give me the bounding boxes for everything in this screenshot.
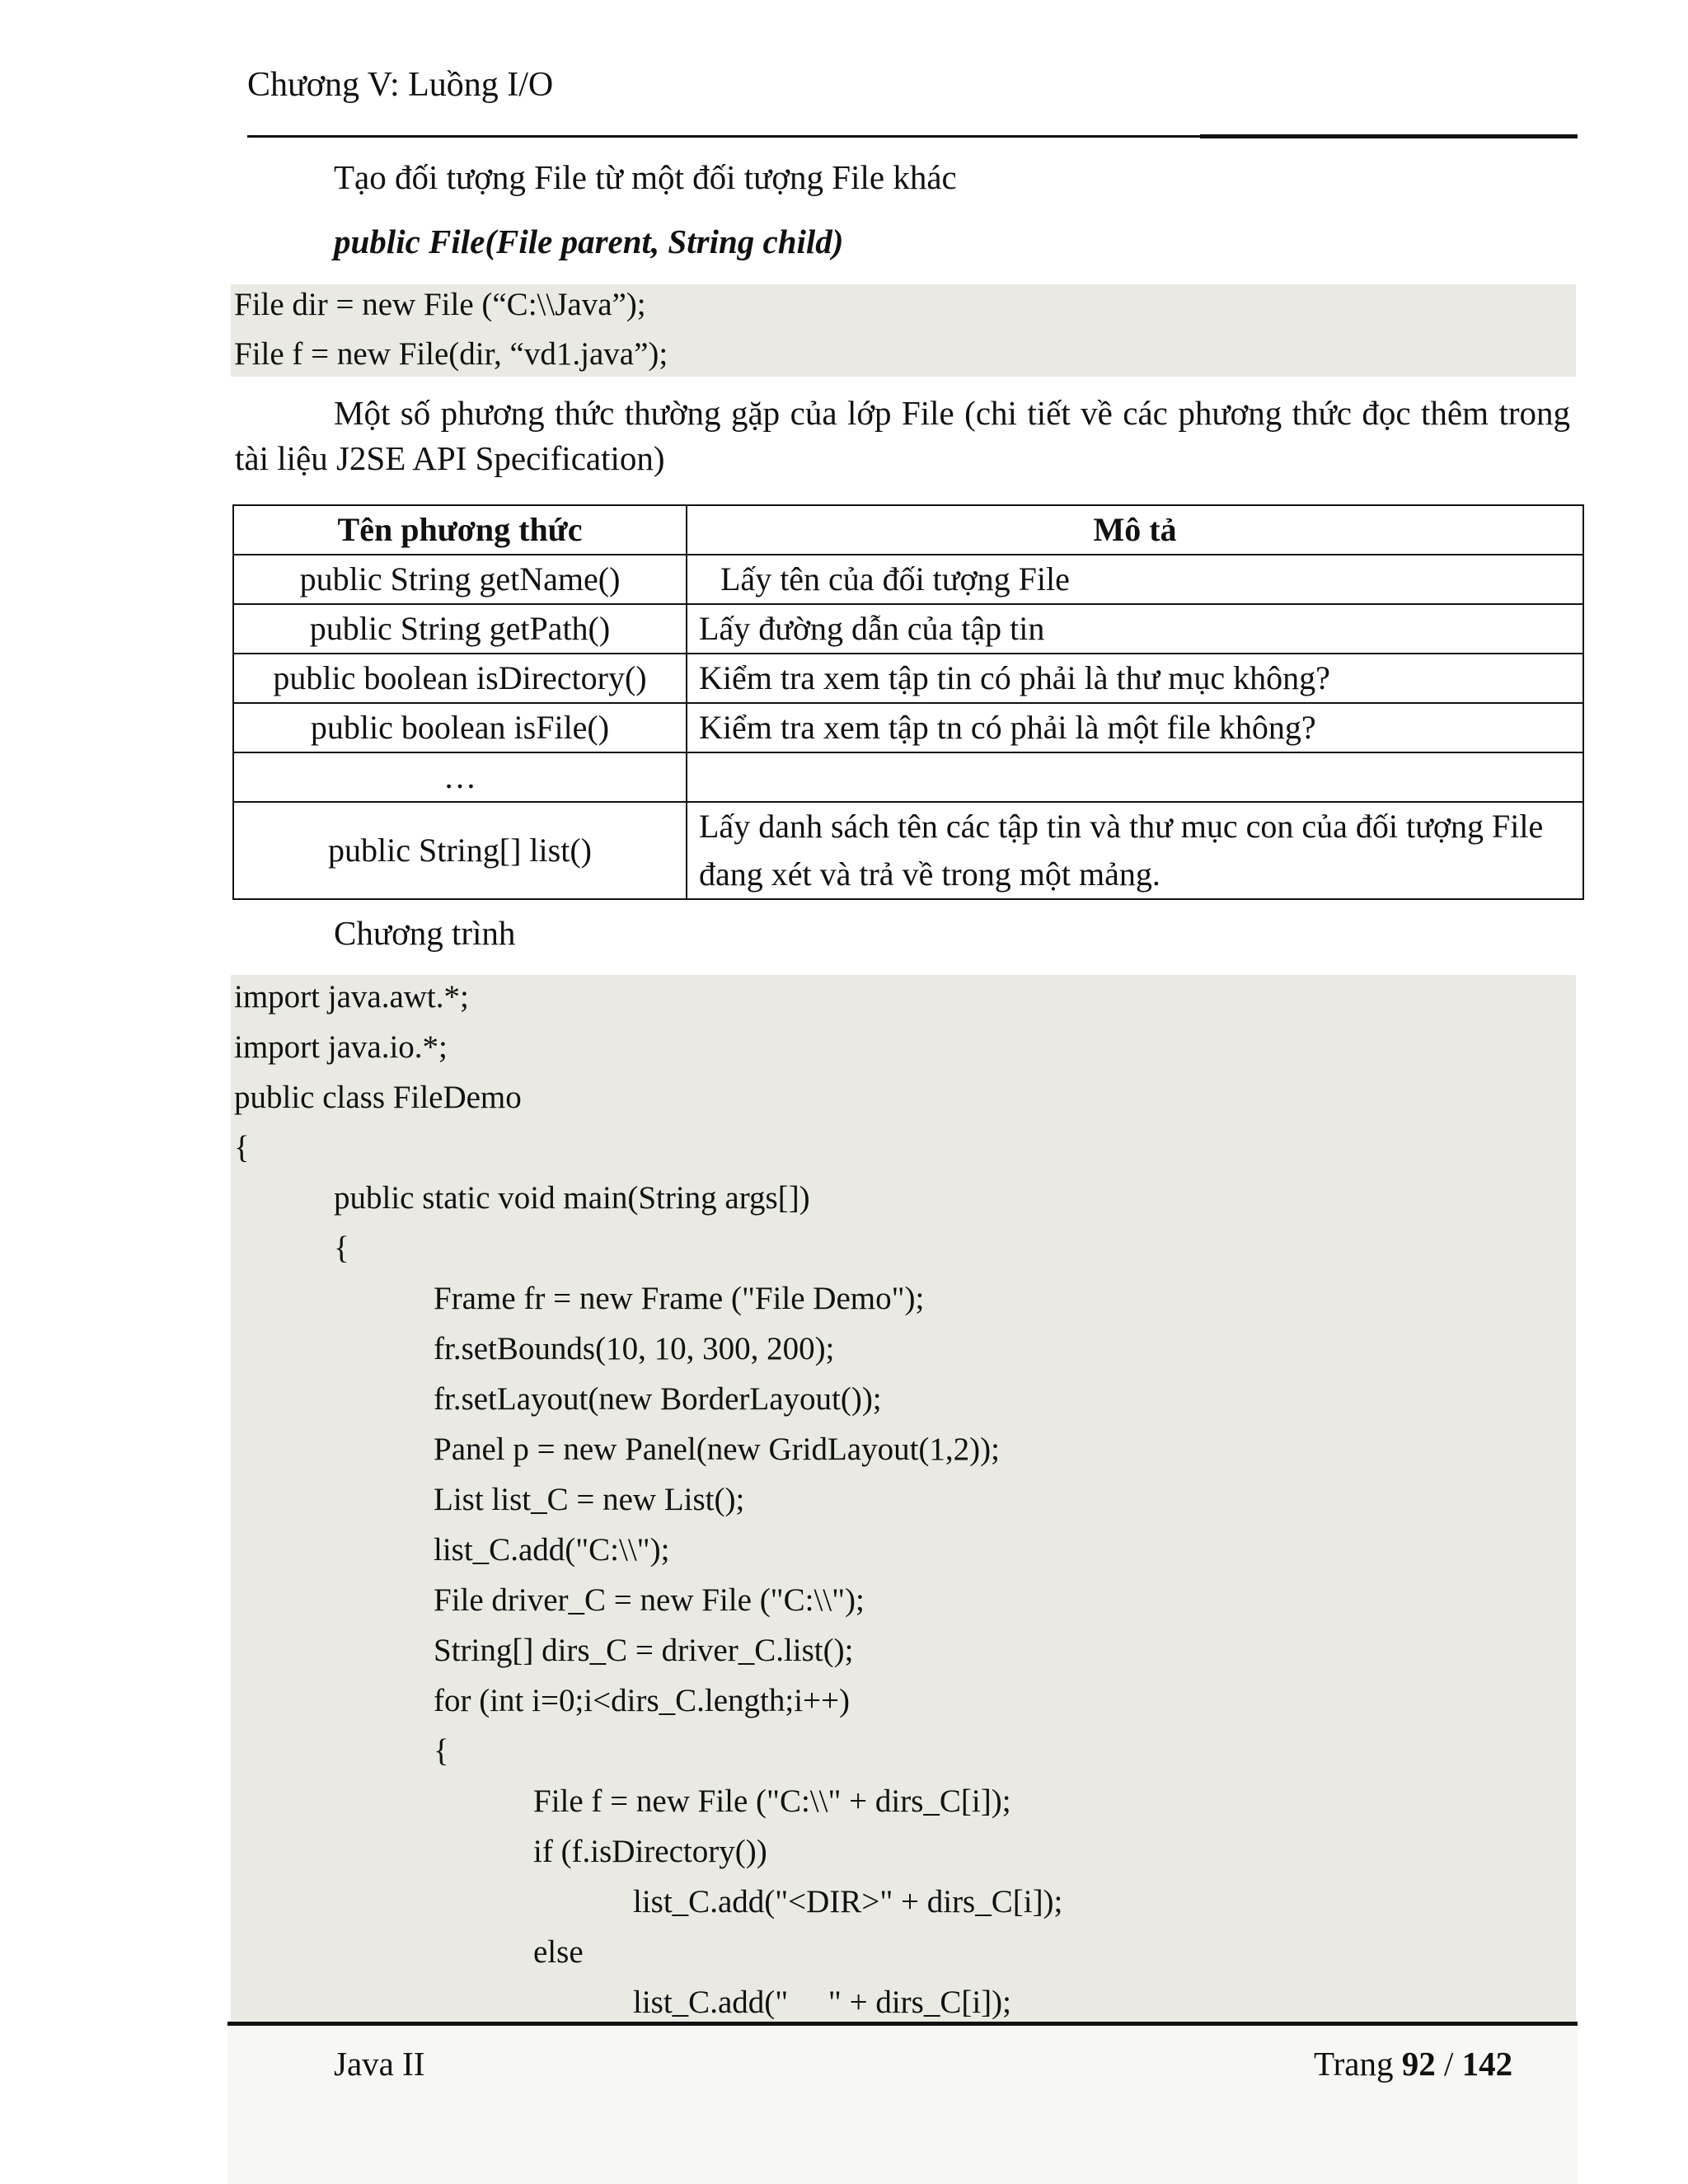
code-line: else <box>533 1934 584 1970</box>
code-line: list_C.add("C:\\"); <box>434 1532 670 1568</box>
code-snippet-box <box>231 284 1576 377</box>
code-line: fr.setLayout(new BorderLayout()); <box>434 1381 882 1417</box>
program-code-box <box>231 975 1576 2022</box>
method-name-cell: … <box>233 752 687 802</box>
page-current: 92 <box>1401 2045 1436 2083</box>
method-desc-cell: Lấy đường dẫn của tập tin <box>687 604 1583 654</box>
code-line: List list_C = new List(); <box>434 1482 745 1517</box>
table-header-row <box>233 505 1583 555</box>
code-line: { <box>334 1230 349 1266</box>
page-total: 142 <box>1461 2045 1513 2083</box>
code-line: list_C.add(" " + dirs_C[i]); <box>633 1985 1011 2020</box>
code-line: import java.awt.*; <box>234 979 469 1015</box>
program-label: Chương trình <box>334 914 516 952</box>
method-name-cell: public String getName() <box>233 555 687 604</box>
code-line: Frame fr = new Frame ("File Demo"); <box>434 1281 925 1316</box>
code-line: File f = new File ("C:\\" + dirs_C[i]); <box>533 1783 1011 1819</box>
method-desc-cell: Kiểm tra xem tập tin có phải là thư mục không? <box>687 654 1583 703</box>
code-line: { <box>434 1733 449 1769</box>
method-name-cell: public String[] list() <box>233 802 687 899</box>
code-line: { <box>234 1130 250 1165</box>
table-row <box>233 802 1583 899</box>
code-line: File driver_C = new File ("C:\\"); <box>434 1582 865 1618</box>
code-line: public class FileDemo <box>234 1080 522 1115</box>
code-line: fr.setBounds(10, 10, 300, 200); <box>434 1331 835 1366</box>
code-line: if (f.isDirectory()) <box>533 1834 767 1869</box>
header-rule <box>247 135 1203 138</box>
code-line: File dir = new File (“C:\\Java”); <box>234 287 646 322</box>
code-line: import java.io.*; <box>234 1029 448 1065</box>
table-row <box>233 654 1583 703</box>
footer-course-name: Java II <box>334 2045 425 2083</box>
method-desc-cell: Lấy danh sách tên các tập tin và thư mục con của đối tượng File đang xét và trả về trong một mảng. <box>687 802 1583 899</box>
column-header-method-name: Tên phương thức <box>233 505 687 555</box>
method-name-cell: public boolean isDirectory() <box>233 654 687 703</box>
footer-page-number <box>1314 2044 1512 2083</box>
methods-table <box>232 504 1584 900</box>
table-row <box>233 555 1583 604</box>
intro-text: Tạo đối tượng File từ một đối tượng File khác <box>334 158 957 196</box>
method-desc-cell: Kiểm tra xem tập tn có phải là một file không? <box>687 703 1583 752</box>
method-desc-cell <box>687 752 1583 802</box>
code-line: public static void main(String args[]) <box>334 1180 810 1216</box>
table-row <box>233 703 1583 752</box>
page-header-title: Chương V: Luồng I/O <box>247 66 554 104</box>
code-line: for (int i=0;i<dirs_C.length;i++) <box>434 1683 851 1718</box>
header-rule-thick <box>1200 134 1578 138</box>
constructor-signature: public File(File parent, String child) <box>334 223 844 260</box>
page-separator: / <box>1443 2045 1454 2083</box>
code-line: Panel p = new Panel(new GridLayout(1,2)); <box>434 1432 1000 1467</box>
table-row <box>233 604 1583 654</box>
methods-intro-paragraph: Một số phương thức thường gặp của lớp File (chi tiết về các phương thức đọc thêm trong tài liệu J2SE API Specification) <box>235 394 1570 478</box>
table-row <box>233 752 1583 802</box>
column-header-description: Mô tả <box>687 505 1583 555</box>
method-desc-cell: Lấy tên của đối tượng File <box>687 555 1583 604</box>
code-line: list_C.add("<DIR>" + dirs_C[i]); <box>633 1884 1063 1919</box>
method-name-cell: public boolean isFile() <box>233 703 687 752</box>
code-line: File f = new File(dir, “vd1.java”); <box>234 336 668 372</box>
code-line: String[] dirs_C = driver_C.list(); <box>434 1633 854 1668</box>
page-prefix: Trang <box>1314 2045 1394 2083</box>
footer-rule <box>227 2022 1578 2026</box>
method-name-cell: public String getPath() <box>233 604 687 654</box>
